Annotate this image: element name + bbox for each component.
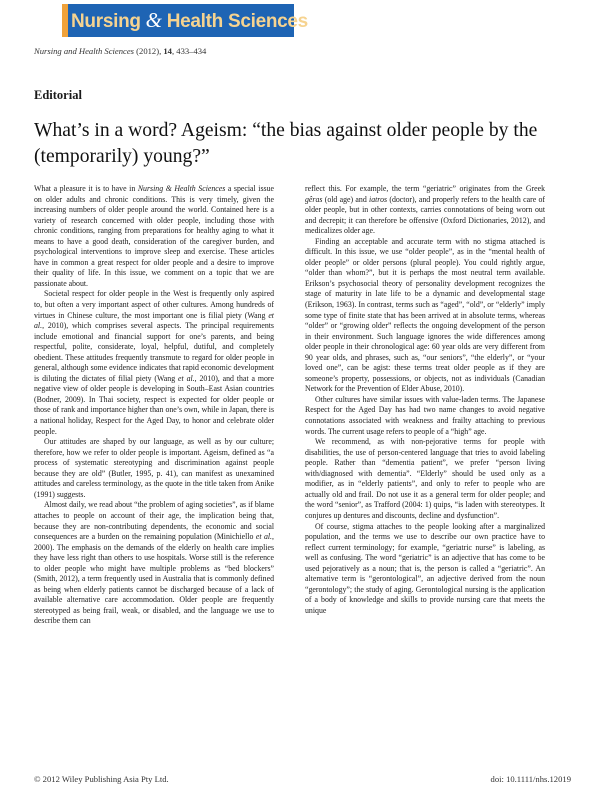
text-run: Of course, stigma attaches to the people looking after a marginalized population, and the terms we use to describe our own practice have to reflect current terminology; for example, “geriatric nurse” is labeling, as well as confusing. The word “geriatric” is an adjective that has come to be used pejoratively as a noun; that is, the person is called a “geriatric”. An alternative term is “gerontological”, an adjective derived from the noun “gerontology”; the study of aging. Gerontological nursing is the application of a body of knowledge and skills to provide nursing care that meets the unique — [305, 521, 545, 615]
italic-text: iatros — [369, 194, 388, 204]
text-run: , 2010), and that a more negative view of older people is developing in South–East Asian countries (Bodner, 2009). In Thai society, respect is expected for older people or those of rank and importance higher than one’s own, while in Japan, there is a national holiday, Respect for the Aged Day, to honor and celebrate older people. — [34, 373, 275, 436]
body-paragraph — [305, 395, 545, 437]
body-paragraph — [305, 522, 545, 617]
body-paragraph — [34, 184, 274, 289]
citation-year: (2012), — [134, 46, 164, 56]
section-label: Editorial — [34, 88, 82, 102]
journal-masthead — [62, 4, 308, 37]
citation-pages: , 433–434 — [171, 46, 207, 56]
text-run: (old age) and — [322, 194, 370, 204]
text-column-left — [34, 184, 274, 627]
italic-text: Nursing & Health Sciences — [137, 184, 226, 193]
text-column-right — [305, 184, 545, 616]
text-run: reflect this. For example, the term “geriatric” originates from the Greek — [305, 184, 545, 193]
body-paragraph — [305, 437, 545, 521]
footer-doi: doi: 10.1111/nhs.12019 — [490, 774, 571, 784]
text-run: We recommend, as with non-pejorative terms for people with disabilities, the use of person-centered language that tries to avoid labeling people. Rather than “dementia patient”, we prefer “person living with/diagnosed with dementia”. “Elderly” should be used only as a modifier, as in “elderly patients”, and only to refer to people who are actually old and frail. Do not use it as a general term for older people; and the word “senior”, as Trafford (2004: 1) quips, “is laden with stereotypes. It conjures up dentures and discounts, decline and dysfunction”. — [305, 437, 545, 520]
logo-words-health-sciences: Health Sciences — [166, 11, 308, 32]
citation-volume: 14 — [163, 46, 172, 56]
masthead-accent-tab — [62, 4, 68, 37]
journal-citation — [34, 46, 206, 56]
logo-ampersand: & — [145, 8, 162, 32]
italic-text: et al. — [34, 310, 274, 331]
text-run: Finding an acceptable and accurate term with no stigma attached is difficult. In this issue, we use “older people”, as in the “mental health of older people” or older persons (plural people). You could rightly argue, “older than whom?”, but it is perhaps the most neutral term available. Erikson’s psychosocial theory of personality development recognizes the stage of maturity in late life to be a dynamic and developmental stage (Erikson, 1963). In contrast, terms such as “aged”, “old”, or “elderly” imply some type of finite state that has been arrived at in absolute terms, whereas “older” or “growing older” reflects the ongoing development of the person in their environment. Such language ignores the wide differences among older people in their chronological age: 60 year olds are very different from 90 year olds, and phrases, such as, “our seniors”, “the elderly”, or “your loved one”, can be agist: these terms treat older people as if they are someone’s property, possessions, or objects, not as individuals (Canadian Network for the Prevention of Elder Abuse, 2010). — [305, 236, 545, 394]
body-paragraph — [34, 437, 274, 500]
text-run: Our attitudes are shaped by our language, as well as by our culture; therefore, how we refer to older people is important. Ageism, defined as “a process of systematic stereotyping and discrimination against people because they are old” (Butler, 1995, p. 41), can manifest as unexamined attitudes and careless terminology, as the quote in the title taken from Anike (1991) suggests. — [34, 437, 274, 499]
italic-text: et al. — [255, 532, 273, 542]
journal-logo-title — [71, 8, 308, 33]
body-paragraph — [305, 184, 545, 237]
body-paragraph — [34, 289, 274, 437]
text-run: (doctor), and properly refers to the health care of older people, but in other contexts, carries connotations of being worn out and decrepit; it can therefore be offensive (Oxford Dictionaries, 2012), and medicalizes older age. — [305, 194, 545, 236]
body-paragraph — [305, 237, 545, 395]
text-run: Societal respect for older people in the West is frequently only aspired to, but often a very important aspect of other cultures. Among hundreds of virtues in Chinese culture, the most important one is filial piety (Wang — [34, 289, 274, 320]
footer-copyright: © 2012 Wiley Publishing Asia Pty Ltd. — [34, 774, 169, 784]
text-run: , 2010), which comprises several aspects. The principal requirements include emotional and financial support for one’s parents, and being respectful, polite, considerate, loyal, helpful, dutiful, and completely obedient. These attitudes frequently transmute to regard for older people in general, although some evidence indicates that rapid economic development is diluting the dictates of filial piety (Wang — [34, 321, 274, 383]
text-run: Almost daily, we read about “the problem of aging societies”, as if blame attaches to people on account of their age, the implication being that, because they are non-contributing dependents, the economic and social consequences are a burden on the remaining population (Minichiello — [34, 500, 274, 542]
text-run: a special issue on older adults and chronic conditions. This is very timely, given the increasing numbers of older people around the world. Contained here is a variety of research concerned with older people, including those with chronic conditions, ranging from preparations for healthy aging to what it means to have a good death, consideration of the caregiver burden, and psychological interventions to improve sleep and exercise. These articles have in common a great respect for older people and a desire to improve their quality of life. In this issue, we comment on a topic that we are passionate about. — [34, 184, 274, 288]
text-run: Other cultures have similar issues with value-laden terms. The Japanese Respect for the Aged Day has had two name changes to avoid negative connotations associated with weakness and frailty attaching to previous words. The current usage refers to people of a “high” age. — [305, 394, 545, 436]
body-paragraph — [34, 500, 274, 627]
italic-text: gêras — [305, 194, 323, 204]
text-run: , 2000). The emphasis on the demands of the elderly on health care implies they have less right than others to use hospitals. Worse still is the reference to older people who might have multiple problems as “bed blockers” (Smith, 2012), a term frequently used in Australia that is commonly defined as being when elderly patients cannot be discharged because of a lack of available alternative care accommodation. Older people are frequently stereotyped as being frail, weak, or disabled, and the language we use to describe them can — [34, 532, 274, 626]
italic-text: et al. — [178, 373, 195, 383]
text-run: What a pleasure it is to have in — [34, 184, 138, 193]
logo-word-nursing: Nursing — [71, 11, 141, 32]
citation-journal: Nursing and Health Sciences — [34, 46, 135, 56]
article-title: What’s in a word? Ageism: “the bias against older people by the (temporarily) young?” — [34, 120, 538, 167]
